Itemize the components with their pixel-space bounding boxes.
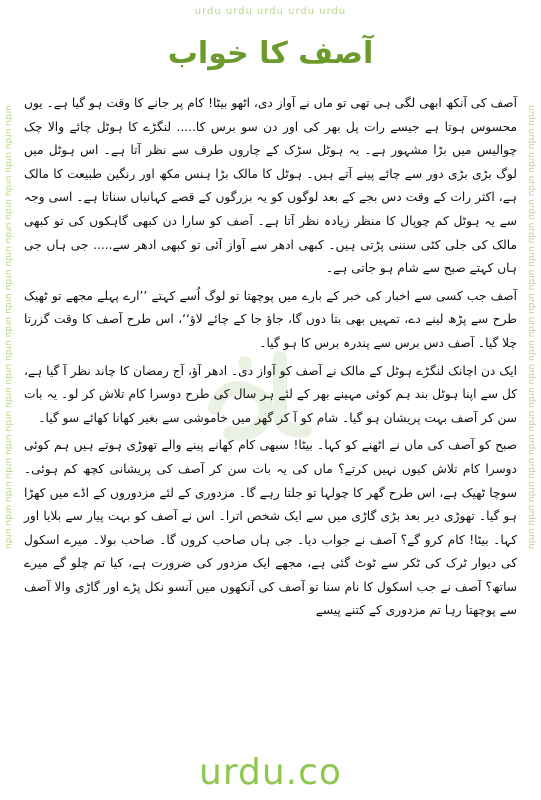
decorative-border-top: urdu urdu urdu urdu urdu	[194, 6, 347, 17]
site-footer-logo[interactable]: urdu.co	[199, 752, 342, 793]
decorative-border-left	[2, 105, 16, 745]
story-title: آصف کا خواب	[167, 36, 374, 71]
paragraph-3: ایک دن اچانک لنگڑے ہوٹل کے مالک نے آصف کو آواز دی۔ ادھر آؤ، آج رمضان کا چاند نظر آ گیا ہے، کل سے اپنا ہوٹل بند ہم کوئی مہینے بھر کے لئے ہر سال کی طرح دوسرا کام تلاش کر لو۔ یہ بات سن کر آصف بہت پریشان ہو گیا۔ شام کو آ کر گھر میں خاموشی سے بغیر کھانا کھائے سو گیا۔	[24, 363, 517, 425]
paragraph-2: آصف جب کسی سے اخبار کی خبر کے بارے میں پوچھتا تو لوگ اُسے کہتے ’’ارے پہلے مجھے تو ٹھیک طرح سے پڑھ لینے دے، تمہیں بھی بتا دوں گا، جاؤ جا کے چائے لاؤ‘‘، اس طرح آصف کا وقت گزرتا چلا گیا۔ آصف دس برس سے پندرہ برس کا ہو گیا۔	[24, 288, 517, 350]
decorative-border-right	[525, 105, 539, 745]
paragraph-1: آصف کی آنکھ ابھی لگی ہی تھی تو ماں نے آواز دی، اٹھو بیٹا! کام پر جانے کا وقت ہو گیا ہے۔ یوں محسوس ہوتا ہے جیسے رات پل بھر کی اور دن سو برس کا..... لنگڑے کا ہوٹل چائے والا چک چوالیس میں بڑا مشہور ہے۔ یہ ہوٹل سڑک کے چاروں طرف سے نظر آتا ہے۔ اس ہوٹل میں لوگ بڑی بڑی دور سے چائے پینے آتے ہیں۔ ہوٹل کا مالک بڑا ہنس مکھ اور رنگین طبیعت کا مالک ہے، اکثر رات کے وقت دس بجے کے بعد لوگوں کو یہ بزرگوں کے قصے کہانیاں سناتا ہے۔ اسی وجہ سے یہ ہوٹل کم چوپال کا منظر زیادہ نظر آتا ہے۔ آصف کو سارا دن کبھی گاہکوں کی تو کبھی مالک کی جلی کٹی سننی پڑتی ہیں۔ کبھی ادھر سے آواز آئی تو کبھی ادھر سے..... جی ہاں جی ہاں کہتے صبح سے شام ہو جاتی ہے۔	[24, 96, 517, 276]
paragraph-4: صبح کو آصف کی ماں نے اٹھنے کو کہا۔ بیٹا! سبھی کام کھانے پینے والے تھوڑی ہوتے ہیں ہم کوئی دوسرا کام تلاش کیوں نہیں کرتے؟ ماں کی یہ بات سن کر آصف کی پریشانی کچھ کم ہوئی۔ سوچا ٹھیک ہے، اس طرح گھر کا چولہا تو جلتا رہے گا۔ مزدوری کے لئے مزدوروں کے اڈے میں کھڑا ہو گیا۔ تھوڑی دیر بعد بڑی گاڑی میں سے ایک شخص اترا۔ اس نے آصف کو بہت پیار سے بلایا اور کہا۔ بیٹا! کام کرو گے؟ آصف نے جواب دیا۔ جی ہاں صاحب کروں گا۔ صاحب بولا۔ میرے اسکول کی دیوار ٹرک کی ٹکر سے ٹوٹ گئی ہے، مجھے ایک مزدور کی ضرورت ہے، کیا تم چلو گے میرے ساتھ؟ آصف نے جب اسکول کا نام سنا تو آصف کی آنکھوں میں آنسو نکل پڑے اور گاڑی والا آصف سے پوچھتا رہا تم مزدوری کے کتنے پیسے	[24, 438, 517, 618]
decorative-border-left-text: urdu urdu urdu urdu urdu urdu urdu urdu urdu urdu urdu urdu urdu urdu urdu urdu urdu urdu urdu	[3, 105, 13, 550]
story-body	[24, 92, 517, 627]
decorative-border-right-text: urdu urdu urdu urdu urdu urdu urdu urdu urdu urdu urdu urdu urdu urdu urdu urdu urdu urdu urdu	[526, 105, 536, 550]
